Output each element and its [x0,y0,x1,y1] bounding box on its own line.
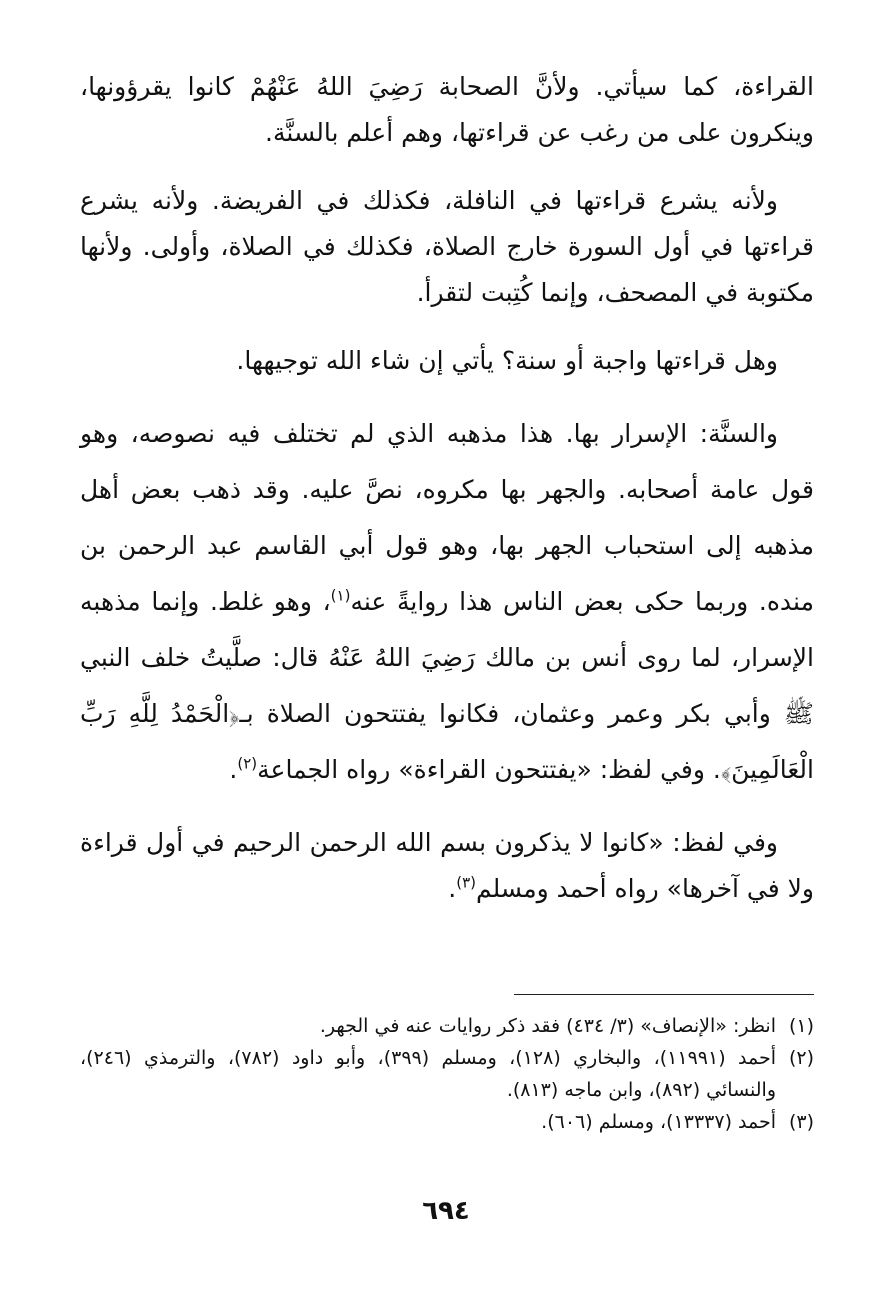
paragraph-5-text: وفي لفظ: «كانوا لا يذكرون بسم الله الرحمن الرحيم في أول قراءة ولا في آخرها» رواه أحمد ومسلم [80,828,814,903]
paragraph-1 [80,64,814,156]
footnote-3 [80,1106,814,1138]
paragraph-2-text: ولأنه يشرع قراءتها في النافلة، فكذلك في الفريضة. ولأنه يشرع قراءتها في أول السورة خارج الصلاة، فكذلك في الصلاة، وأولى. ولأنها مكتوبة في المصحف، وإنما كُتِبت لتقرأ. [80,186,814,307]
paragraph-3-text: وهل قراءتها واجبة أو سنة؟ يأتي إن شاء الله توجيهها. [236,346,778,375]
paragraph-2 [80,178,814,316]
footnote-text: انظر: «الإنصاف» (٣/ ٤٣٤) فقد ذكر روايات عنه في الجهر. [319,1015,776,1037]
main-text [80,64,814,934]
footnotes [80,1010,814,1138]
footnote-ref-3[interactable]: (٣) [456,873,476,892]
footnote-ref-1[interactable]: (١) [330,586,351,605]
page-number: ٦٩٤ [422,1196,470,1226]
footnote-2 [80,1042,814,1106]
footnote-text: أحمد (١١٩٩١)، والبخاري (١٢٨)، ومسلم (٣٩٩)، وأبو داود (٧٨٢)، والترمذي (٢٤٦)، والنسائي (٨٩٢)، وابن ماجه (٨١٣). [80,1047,776,1101]
paragraph-4-text-b: ، وهو غلط. وإنما مذهبه الإسرار، لما روى أنس بن مالك رَضِيَ اللهُ عَنْهُ قال: صلَّيتُ خلف النبي ﷺ وأبي بكر وعمر وعثمان، فكانوا يفتتحون الصلاة بـ﴿الْحَمْدُ لِلَّهِ رَبِّ الْعَالَمِينَ﴾. وفي لفظ: «يفتتحون القراءة» رواه الجماعة [80,587,814,784]
paragraph-4-text-a: والسنَّة: الإسرار بها. هذا مذهبه الذي لم تختلف فيه نصوصه، وهو قول عامة أصحابه. والجهر بها مكروه، نصَّ عليه. وقد ذهب بعض أهل مذهبه إلى استحباب الجهر بها، وهو قول أبي القاسم عبد الرحمن بن منده. وربما حكى بعض الناس هذا روايةً عنه [80,419,814,616]
footnote-number: (١) [788,1015,814,1037]
paragraph-4: والسنَّة: الإسرار بها. هذا مذهبه الذي لم تختلف فيه نصوصه، وهو قول عامة أصحابه. والجهر بها مكروه، نصَّ عليه. وقد ذهب بعض أهل مذهبه إلى استحباب الجهر بها، وهو قول أبي القاسم عبد الرحمن بن منده. وربما حكى بعض الناس هذا روايةً عنه$^{(١)}$، وهو غلط. وإنما مذهبه الإسرار، لما روى أنس بن مالك رَضِيَ اللهُ عَنْهُ قال: صلَّيتُ خلف النبي ﷺ وأبي بكر وعمر وعثمان، فكانوا يفتتحون الصلاة بـ﴿الْحَمْدُ لِلَّهِ رَبِّ الْعَالَمِينَ﴾. وفي لفظ: «يفتتحون القراءة» رواه الجماعة$^{(٢)}$. [80,419,814,784]
footnote-separator [514,994,814,995]
footnote-text: أحمد (١٣٣٣٧)، ومسلم (٦٠٦). [541,1111,776,1133]
footnote-number: (٢) [788,1047,814,1069]
paragraph-5: وفي لفظ: «كانوا لا يذكرون بسم الله الرحمن الرحيم في أول قراءة ولا في آخرها» رواه أحمد ومسلم$^{(٣)}$. [80,828,814,903]
footnote-number: (٣) [788,1111,814,1133]
footnote-1 [80,1010,814,1042]
paragraph-3 [80,338,814,384]
footnote-ref-2[interactable]: (٢) [237,754,258,773]
paragraph-1-text: القراءة، كما سيأتي. ولأنَّ الصحابة رَضِيَ اللهُ عَنْهُمْ كانوا يقرؤونها، وينكرون على من رغب عن قراءتها، وهم أعلم بالسنَّة. [80,72,814,147]
